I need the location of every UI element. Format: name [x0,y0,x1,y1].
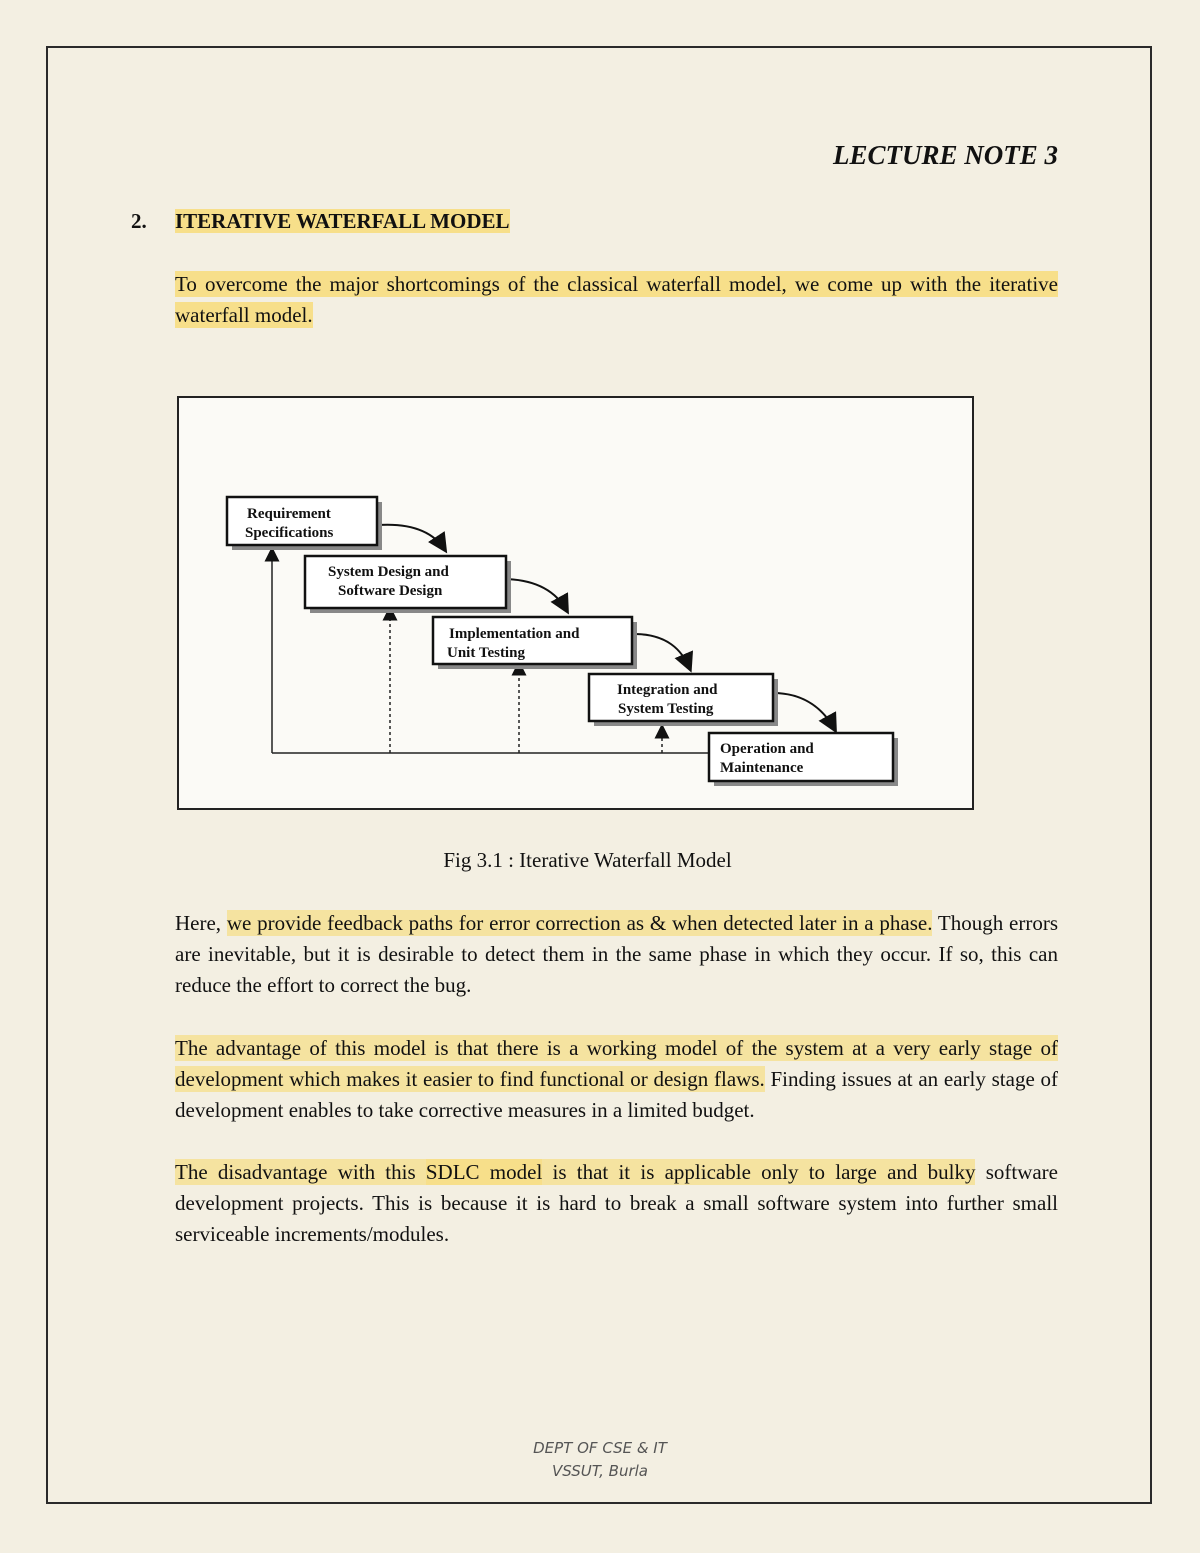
intro-paragraph [175,269,1058,331]
p3-rest: software development projects. This is because it is hard to break a small software system into further small serviceable increments/modules. [175,1160,1058,1246]
phase-box-4-line2: System Testing [618,701,714,717]
phase-box-4 [589,674,778,726]
intro-text: To overcome the major shortcomings of the classical waterfall model, we come up with the iterative waterfall model. [175,272,1058,327]
phase-box-3-line2: Unit Testing [447,645,525,661]
phase-box-5-line2: Maintenance [720,760,804,776]
p1-rest: Though errors are inevitable, but it is desirable to detect them in the same phase in which they occur. If so, this can reduce the effort to correct the bug. [175,911,1059,997]
phase-box-5 [709,733,898,786]
p2-highlight: The advantage of this model is that there is a working model of the system at a very early stage of development which makes it easier to find functional or design flaws. [175,1036,1058,1091]
p1-prefix: Here, [175,911,227,935]
p2-rest: Finding issues at an early stage of development enables to take corrective measures in a limited budget. [175,1067,1058,1122]
phase-box-1 [227,497,382,550]
phase-box-5-line1: Operation and [720,741,814,757]
figure-caption: Fig 3.1 : Iterative Waterfall Model [443,848,732,872]
flow-arrow-2 [506,579,567,611]
flow-arrow-1 [379,525,445,550]
flow-arrow-3 [634,634,690,669]
p1-highlight: we provide feedback paths for error correction as & when detected later in a phase. [226,911,933,935]
phase-box-3 [433,617,637,669]
flow-arrow-4 [773,693,835,730]
page-footer [0,1437,1200,1483]
waterfall-diagram [179,398,976,812]
phase-box-2-line2: Software Design [338,583,443,599]
p3-highlight-c: is that it is applicable only to large and bulky [542,1160,976,1184]
phase-box-4-line1: Integration and [617,682,718,698]
phase-box-2 [305,556,511,613]
paragraph-advantage [175,1033,1058,1126]
footer-institute: VSSUT, Burla [552,1462,648,1480]
phase-box-1-line2: Specifications [245,525,334,541]
section-number: 2. [131,209,147,233]
p3-highlight-a: The disadvantage with this [175,1160,426,1184]
footer-dept: DEPT OF CSE & IT [533,1439,667,1457]
paragraph-disadvantage [175,1157,1058,1250]
section-title-text: ITERATIVE WATERFALL MODEL [175,209,510,233]
phase-box-1-line1: Requirement [247,506,331,522]
lecture-title: LECTURE NOTE 3 [832,140,1058,170]
paragraph-feedback [175,908,1058,1001]
section-title [175,209,510,234]
waterfall-figure [177,396,974,810]
p3-highlight-sdlc: SDLC model [425,1160,543,1184]
phase-box-2-line1: System Design and [328,564,449,580]
phase-box-3-line1: Implementation and [449,626,580,642]
